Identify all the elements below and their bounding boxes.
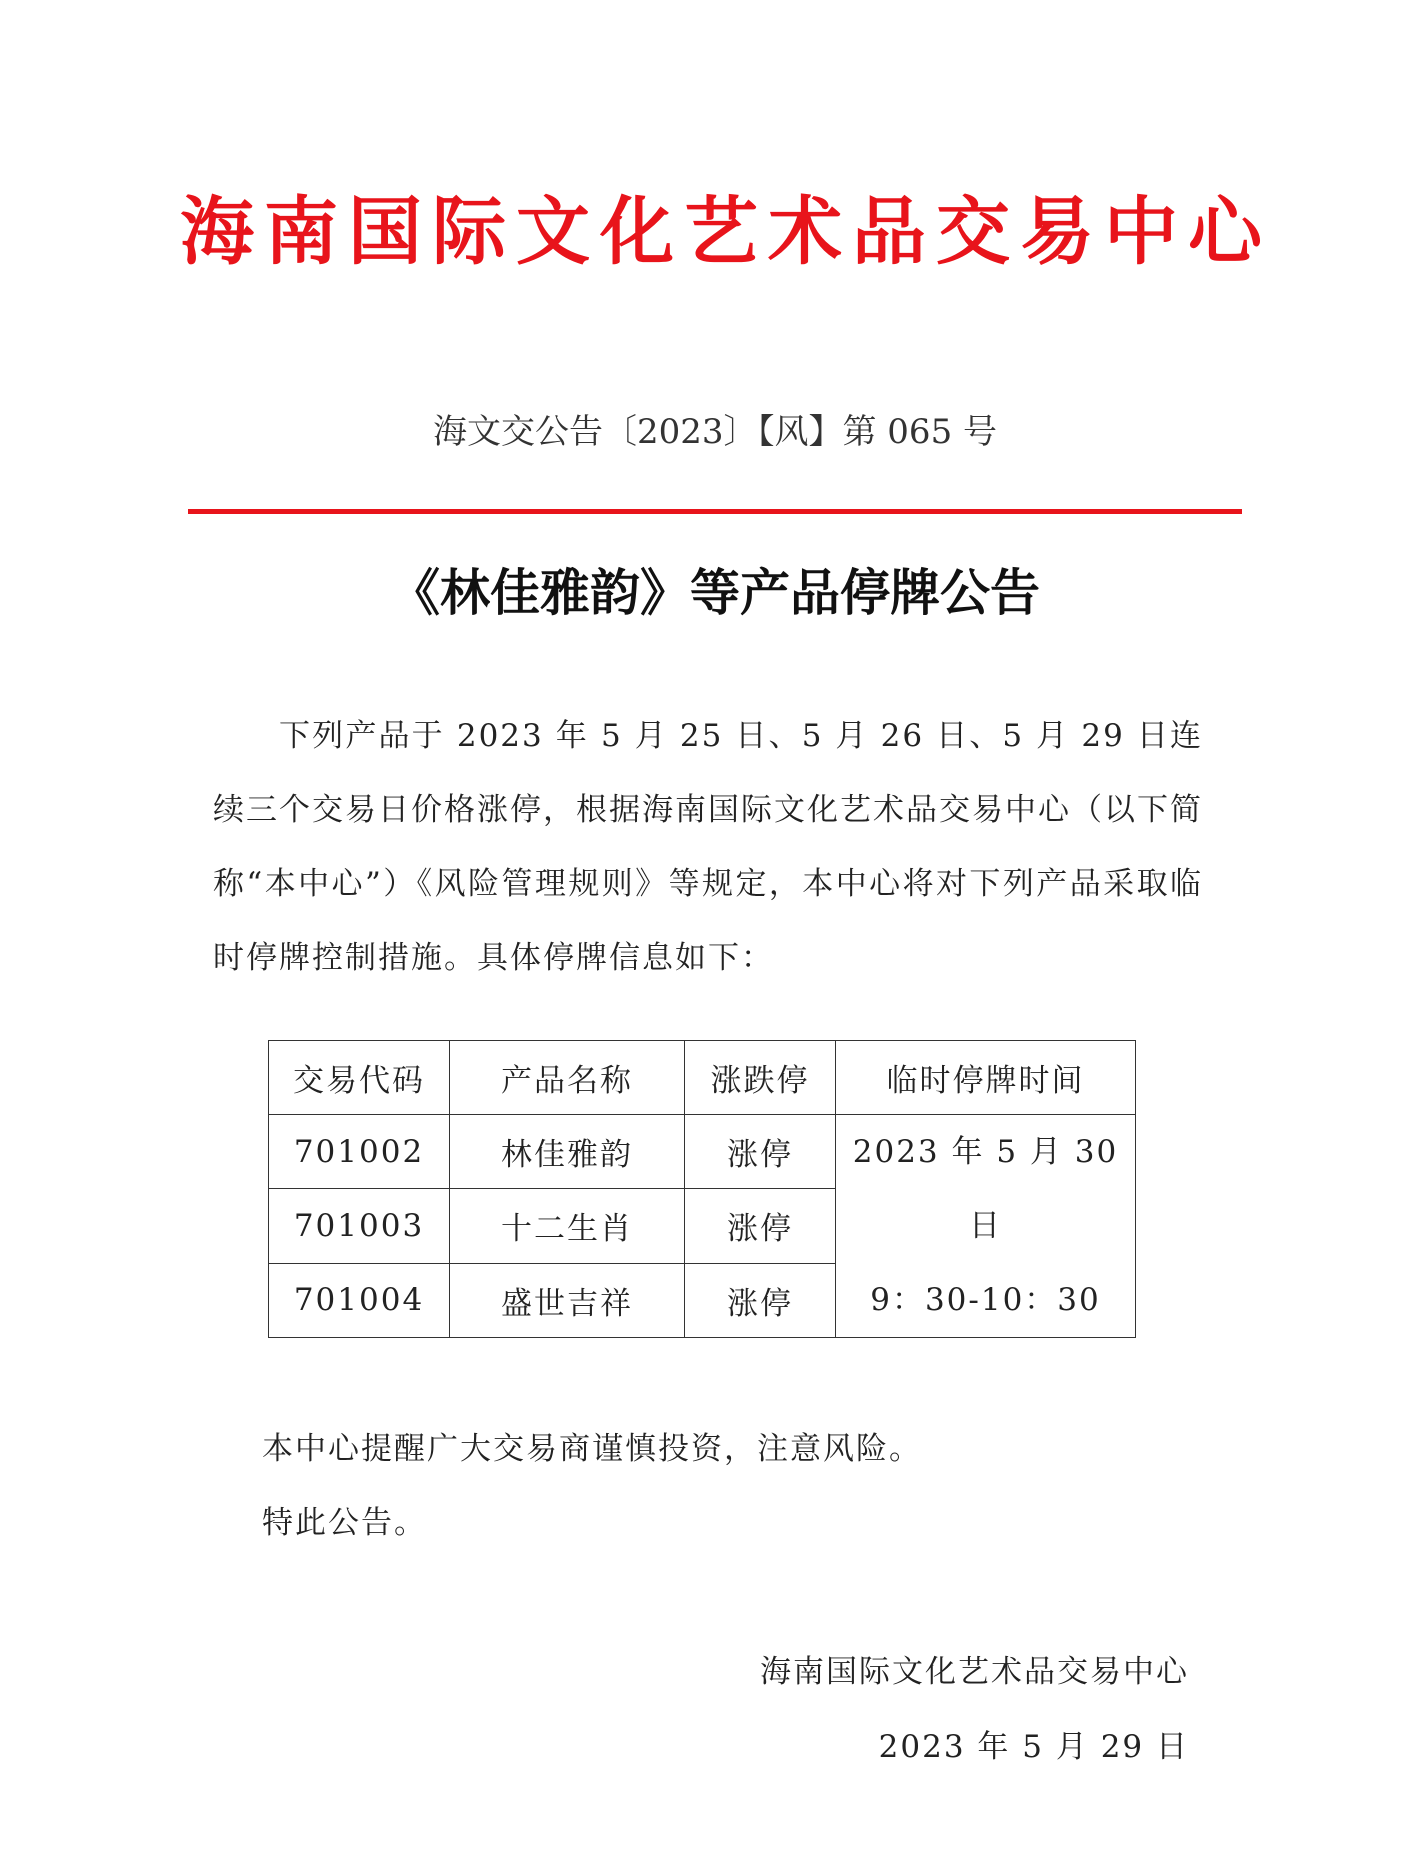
table-row [269,1115,1136,1189]
cell-limit: 涨停 [685,1115,836,1189]
cell-trade-code: 701003 [269,1189,450,1263]
cell-product-name: 十二生肖 [450,1189,685,1263]
cell-limit: 涨停 [685,1189,836,1263]
suspension-date: 2023 年 5 月 30 日 [852,1134,1119,1244]
table-header-row [269,1041,1136,1115]
closing-remark: 特此公告。 [262,1505,427,1541]
cell-suspension-time [836,1115,1136,1338]
organization-masthead: 海南国际文化艺术品交易中心 [180,189,1272,275]
signature-organization: 海南国际文化艺术品交易中心 [760,1654,1189,1690]
suspension-table [268,1040,1136,1338]
header-trade-code: 交易代码 [269,1041,450,1115]
signature-date: 2023 年 5 月 29 日 [878,1729,1189,1765]
header-product-name: 产品名称 [450,1041,685,1115]
header-suspension-time: 临时停牌时间 [836,1041,1136,1115]
cell-trade-code: 701002 [269,1115,450,1189]
cell-limit: 涨停 [685,1263,836,1337]
notice-title: 《林佳雅韵》等产品停牌公告 [390,564,1040,622]
cell-product-name: 盛世吉祥 [450,1263,685,1337]
cell-trade-code: 701004 [269,1263,450,1337]
red-divider [188,509,1242,514]
suspension-time-range: 9：30-10：30 [870,1282,1101,1318]
document-number: 海文交公告〔2023〕【风】第 065 号 [432,412,998,452]
header-limit: 涨跌停 [685,1041,836,1115]
notice-body: 下列产品于 2023 年 5 月 25 日、5 月 26 日、5 月 29 日连续三个交易日价格涨停，根据海南国际文化艺术品交易中心（以下简称“本中心”）《风险管理规则》等规定，本中心将对下列产品采取临时停牌控制措施。具体停牌信息如下： [213,718,1203,976]
cell-product-name: 林佳雅韵 [450,1115,685,1189]
risk-reminder: 本中心提醒广大交易商谨慎投资，注意风险。 [262,1431,922,1467]
